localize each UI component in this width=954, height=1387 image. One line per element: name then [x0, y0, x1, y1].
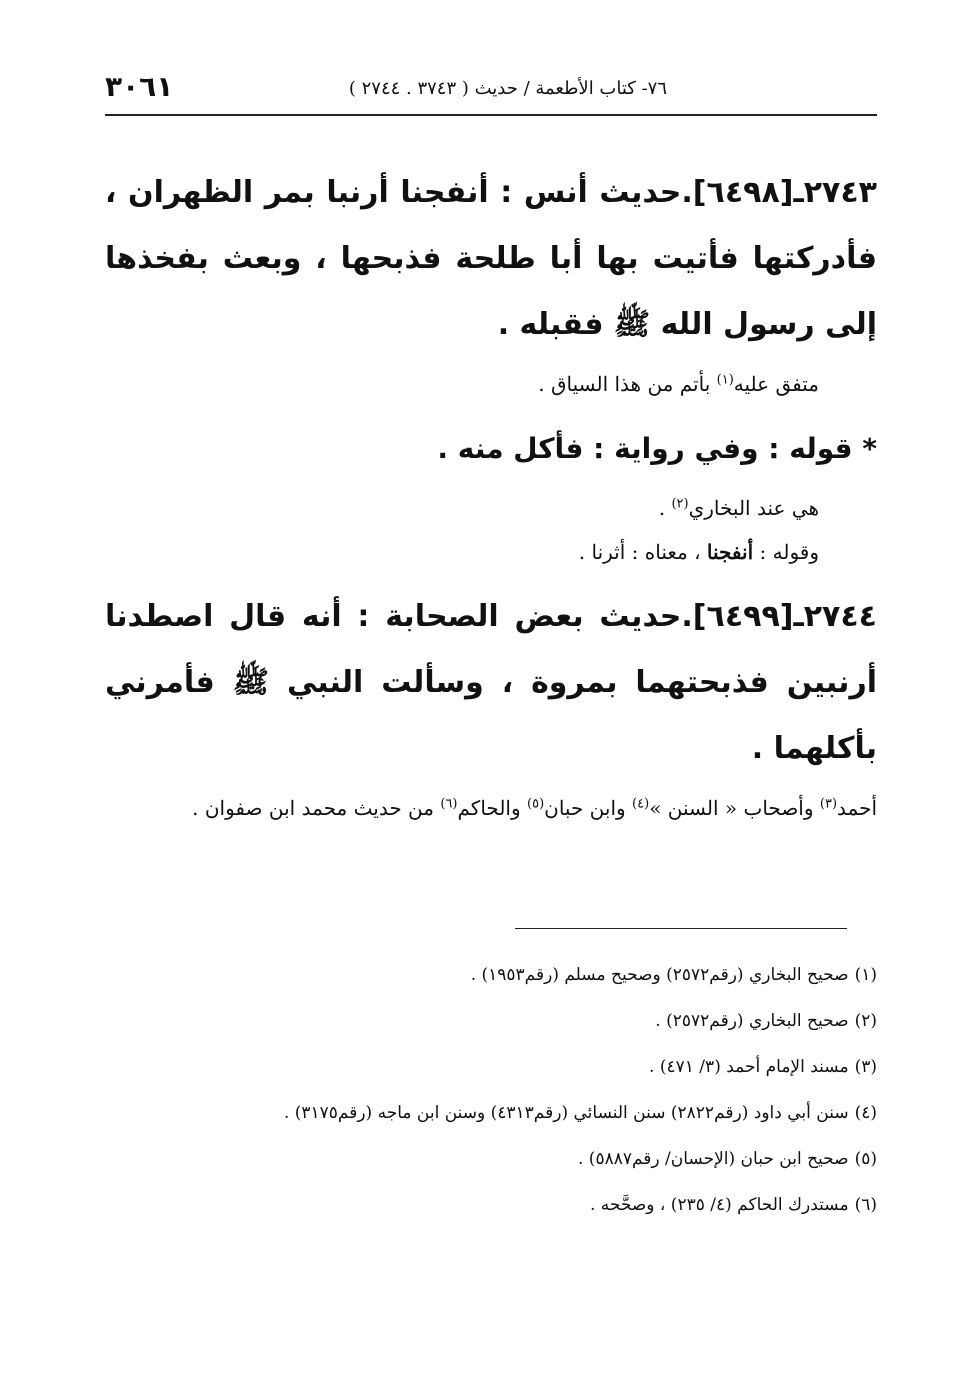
- hadith-text: حديث أنس : أنفجنا أرنبا بمر الظهران ، فأدركتها فأتيت بها أبا طلحة فذبحها ، وبعث بفخذها إلى رسول الله ﷺ فقبله .: [105, 175, 877, 342]
- note-text: وأصحاب « السنن »: [649, 796, 820, 820]
- hadith-separator: .: [681, 599, 693, 634]
- hadith-number: ٢٧٤٤: [803, 599, 877, 634]
- point-riwaya: * قوله : وفي رواية : فأكل منه .: [437, 432, 877, 465]
- footnote-ref[interactable]: (٤): [632, 796, 650, 812]
- footnotes: [105, 952, 877, 1228]
- hadith-ref: [٦٤٩٨]: [692, 175, 794, 210]
- footnote-text: مستدرك الحاكم (٤/ ٢٣٥) ، وصحَّحه .: [589, 1195, 849, 1215]
- note-text: .: [658, 496, 672, 520]
- footnote-number: (٢): [854, 1011, 877, 1031]
- footnote-1: [105, 952, 877, 998]
- footnote-ref[interactable]: (٢): [671, 496, 689, 512]
- footnote-separator: [515, 928, 847, 929]
- footnote-ref[interactable]: (١): [716, 372, 734, 388]
- footnote-number: (٤): [854, 1103, 877, 1123]
- note-text: ، معناه : أثرنا .: [578, 540, 707, 564]
- note-text: هي عند البخاري: [688, 496, 819, 520]
- page-number: ٣٠٦١: [105, 70, 174, 103]
- note-2743: [105, 362, 819, 406]
- defined-term: أنفجنا: [706, 540, 754, 564]
- running-title: ٧٦- كتاب الأطعمة / حديث ( ٣٧٤٣ . ٢٧٤٤ ): [348, 78, 667, 99]
- hadith-dash: ـ: [793, 175, 804, 210]
- note-text: والحاكم: [457, 796, 527, 820]
- hadith-dash: ـ: [793, 599, 804, 634]
- note-2744: [105, 786, 877, 830]
- note-text: أحمد: [837, 796, 877, 820]
- hadith-separator: .: [681, 175, 693, 210]
- hadith-2743: [105, 160, 877, 358]
- footnote-number: (٥): [854, 1149, 877, 1169]
- footnote-2: [105, 998, 877, 1044]
- footnote-text: مسند الإمام أحمد (٣/ ٤٧١) .: [649, 1057, 849, 1077]
- footnote-number: (٣): [854, 1057, 877, 1077]
- note-anfajna: [105, 530, 819, 574]
- footnote-3: [105, 1044, 877, 1090]
- hadith-text: حديث بعض الصحابة : أنه قال اصطدنا أرنبين فذبحتهما بمروة ، وسألت النبي ﷺ فأمرني بأكلهما .: [105, 599, 877, 766]
- hadith-2744: [105, 584, 877, 782]
- footnote-ref[interactable]: (٣): [819, 796, 838, 812]
- note-text: من حديث محمد ابن صفوان .: [192, 796, 441, 820]
- footnote-number: (١): [854, 965, 877, 985]
- footnote-6: [105, 1182, 877, 1228]
- footnote-5: [105, 1136, 877, 1182]
- footnote-number: (٦): [854, 1195, 877, 1215]
- page-header: [105, 70, 877, 116]
- footnote-4: [105, 1090, 877, 1136]
- footnote-text: صحيح البخاري (رقم٢٥٧٢) .: [655, 1011, 849, 1031]
- footnote-ref[interactable]: (٥): [527, 796, 545, 812]
- note-text: وقوله :: [753, 540, 819, 564]
- note-point-1: [105, 486, 819, 530]
- main-content: [105, 160, 877, 830]
- footnote-ref[interactable]: (٦): [440, 796, 458, 812]
- hadith-number: ٢٧٤٣: [803, 175, 877, 210]
- footnote-text: صحيح ابن حبان (الإحسان/ رقم٥٨٨٧) .: [578, 1149, 849, 1169]
- note-text: متفق عليه: [733, 372, 819, 396]
- note-text: وابن حبان: [544, 796, 633, 820]
- note-text: بأتم من هذا السياق .: [538, 372, 717, 396]
- hadith-ref: [٦٤٩٩]: [692, 599, 794, 634]
- footnote-text: صحيح البخاري (رقم٢٥٧٢) وصحيح مسلم (رقم١٩٥٣) .: [470, 965, 849, 985]
- footnote-text: سنن أبي داود (رقم٢٨٢٢) سنن النسائي (رقم٤٣١٣) وسنن ابن ماجه (رقم٣١٧٥) .: [283, 1103, 849, 1123]
